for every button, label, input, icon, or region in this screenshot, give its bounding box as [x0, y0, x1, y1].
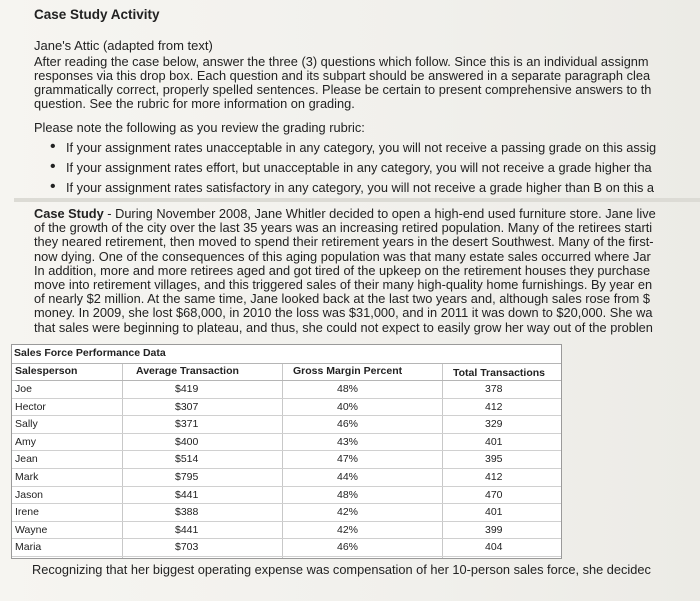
- cell-gross-margin: 43%: [337, 435, 359, 448]
- cell-average-transaction: $419: [175, 383, 199, 395]
- table-row: [12, 504, 561, 522]
- cell-average-transaction: $441: [175, 488, 199, 501]
- instructions-line: grammatically correct, properly spelled sentences. Please be certain to present comprehensive answers to th: [34, 82, 652, 97]
- table-rule: [12, 556, 561, 557]
- cell-gross-margin: 48%: [337, 383, 359, 395]
- rubric-bullet: • If your assignment rates effort, but unacceptable in any category, you will not receive a grade higher tha: [50, 160, 656, 180]
- case-study-paragraph: [34, 207, 656, 335]
- instructions-paragraph: [34, 55, 700, 111]
- cell-gross-margin: 42%: [337, 523, 359, 536]
- cell-average-transaction: $388: [175, 506, 199, 519]
- sales-force-table: [11, 344, 562, 559]
- assignment-title-main: Jane's Attic: [34, 38, 100, 53]
- cell-salesperson: Jason: [15, 488, 44, 501]
- cell-gross-margin: 42%: [337, 506, 359, 519]
- cell-total-transactions: 395: [485, 453, 503, 466]
- cell-gross-margin: 40%: [337, 400, 359, 413]
- cell-salesperson: Irene: [15, 506, 39, 519]
- cell-total-transactions: 404: [485, 541, 503, 554]
- instructions-line: After reading the case below, answer the three (3) questions which follow. Since this is an individual assignm: [34, 54, 649, 69]
- case-study-line: of nearly $2 million. At the same time, Jane looked back at the last two years and, although sales rose from $: [34, 291, 651, 307]
- instructions-line: question. See the rubric for more information on grading.: [34, 96, 355, 111]
- cell-salesperson: Sally: [15, 418, 38, 431]
- rubric-note: Please note the following as you review the grading rubric:: [34, 120, 365, 135]
- assignment-title-suffix: (adapted from text): [99, 38, 213, 53]
- cell-average-transaction: $371: [175, 418, 199, 431]
- table-row: [12, 451, 561, 469]
- cell-gross-margin: 46%: [337, 418, 359, 431]
- case-study-line: In addition, more and more retirees aged and got tired of the upkeep on the retirement houses they purchase: [34, 262, 651, 278]
- case-study-line: move into retirement villages, and this triggered sales of their many high-quality home furnishings. By year en: [34, 276, 653, 292]
- closing-line: Recognizing that her biggest operating expense was compensation of her 10-person sales force, she decidec: [32, 562, 651, 577]
- cell-salesperson: Amy: [15, 435, 36, 448]
- case-study-first-line: [34, 207, 656, 221]
- case-study-line: that sales were beginning to plateau, and thus, she could not expect to easily grow her way out of the problen: [34, 319, 653, 335]
- table-row: [12, 381, 561, 399]
- column-header-total-transactions: Total Transactions: [453, 367, 545, 379]
- cell-average-transaction: $441: [175, 523, 199, 536]
- case-study-line: of the growth of the city over the last 35 years was an increasing retired population. Many of the retirees starti: [34, 220, 653, 236]
- instructions-line: responses via this drop box. Each question and its subpart should be answered in a separate paragraph clea: [34, 68, 651, 83]
- cell-salesperson: Mark: [15, 471, 39, 483]
- cell-total-transactions: 470: [485, 488, 503, 501]
- page-title: Case Study Activity: [34, 7, 160, 22]
- table-row: [12, 539, 561, 557]
- table-rule: [12, 363, 561, 364]
- cell-salesperson: Hector: [15, 400, 46, 413]
- column-header-average-transaction: Average Transaction: [136, 365, 239, 377]
- cell-total-transactions: 329: [485, 418, 503, 431]
- cell-gross-margin: 44%: [337, 471, 359, 483]
- cell-salesperson: Maria: [15, 541, 42, 554]
- rubric-bullet: • If your assignment rates satisfactory in any category, you will not receive a grade higher than B on this a: [50, 180, 656, 200]
- cell-total-transactions: 378: [485, 383, 503, 395]
- cell-gross-margin: 46%: [337, 541, 359, 554]
- cell-average-transaction: $514: [175, 453, 199, 466]
- table-title: Sales Force Performance Data: [14, 347, 166, 359]
- cell-average-transaction: $703: [175, 541, 199, 554]
- cell-salesperson: Wayne: [15, 523, 48, 536]
- cell-salesperson: Joe: [15, 383, 32, 395]
- cell-average-transaction: $795: [175, 471, 199, 483]
- section-divider: [14, 198, 700, 202]
- case-study-first-line-text: - During November 2008, Jane Whitler decided to open a high-end used furniture store. Jane live: [103, 206, 656, 221]
- rubric-bullet-list: [50, 140, 656, 200]
- table-row: [12, 522, 561, 540]
- cell-average-transaction: $400: [175, 435, 199, 448]
- cell-average-transaction: $307: [175, 400, 199, 413]
- table-row: [12, 416, 561, 434]
- column-header-salesperson: Salesperson: [15, 365, 78, 377]
- case-study-line: money. In 2009, she lost $68,000, in 2010 the loss was $31,000, and in 2011 it was down to $20,000. She wa: [34, 305, 653, 321]
- table-row: [12, 469, 561, 487]
- rubric-bullet: • If your assignment rates unacceptable in any category, you will not receive a passing grade on this assig: [50, 140, 656, 160]
- cell-total-transactions: 401: [485, 435, 503, 448]
- case-study-label: Case Study: [34, 206, 104, 221]
- cell-total-transactions: 401: [485, 506, 503, 519]
- table-row: [12, 434, 561, 452]
- cell-gross-margin: 47%: [337, 453, 359, 466]
- case-study-line: now dying. One of the consequences of this aging population was that many estate sales occurred where Jar: [34, 248, 651, 264]
- column-header-gross-margin: Gross Margin Percent: [293, 365, 403, 377]
- table-row: [12, 399, 561, 417]
- cell-salesperson: Jean: [15, 453, 38, 466]
- table-row: [12, 487, 561, 505]
- assignment-title: [34, 38, 213, 53]
- cell-total-transactions: 412: [485, 400, 503, 413]
- cell-total-transactions: 412: [485, 471, 503, 483]
- cell-gross-margin: 48%: [337, 488, 359, 501]
- cell-total-transactions: 399: [485, 523, 503, 536]
- case-study-line: they neared retirement, then moved to spend their retirement years in the desert Southwest. Many of the first-: [34, 234, 654, 250]
